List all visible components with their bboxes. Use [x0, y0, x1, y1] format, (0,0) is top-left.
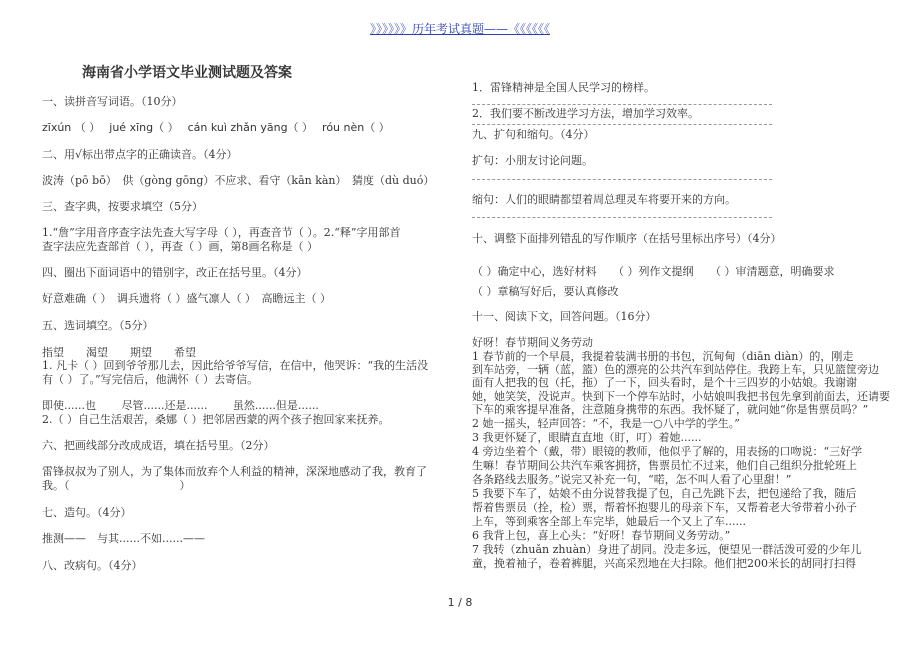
answer-rule [472, 104, 772, 105]
reading-line: 4 旁边坐着个（戴，带）眼镜的教师，他似乎了解的，用表扬的口吻说：“三好学 [472, 445, 863, 458]
reading-line: 到车站旁，一辆（蓝，篮）色的漂亮的公共汽车到站停住。我跨上车，只见篮筐旁边 [472, 363, 879, 376]
answer-rule [472, 217, 772, 218]
reading-line: 2 她一摇头，轻声回答：“不，我是一○八中学的学生。” [472, 417, 740, 430]
page-number: 1 / 8 [447, 596, 473, 609]
reading-line: 3 我更怀疑了，眼睛直直地（盯，叮）着她...... [472, 431, 702, 444]
reading-line: 她，她笑笑，没说声。快到下一个停车站时，小姑娘叫我把书包先拿到前面去，还请要 [472, 390, 890, 403]
reading-line: 下车的乘客提早准备，注意随身携带的东西。我怀疑了，就问她“你是售票员吗？” [472, 403, 869, 416]
typo-line: 好意难确（ ） 调兵遗将（ ）盛气凛人（ ） 高瞻远主（ ） [42, 292, 331, 305]
reading-line: 7 我转（zhuǎn zhuàn）身进了胡同。没走多远，便望见一群活泼可爱的少年儿 [472, 543, 862, 556]
reading-line: 童，挽着袖子，卷着裤腿，兴高采烈地在大扫除。他们把200米长的胡同打扫得 [472, 557, 856, 570]
word-choices: 指望 渴望 期望 希望 [42, 346, 196, 359]
reading-line: 面有人把我的包（托，拖）了一下，回头看时，是个十三四岁的小姑娘。我谢谢 [472, 376, 857, 389]
order-line-2: （ ）章稿写好后，要认真修改 [472, 285, 619, 298]
fill-line-3: 2.（ ）自己生活艰苦，桑娜（ ）把邻居西蒙的两个孩子抱回家来抚养。 [42, 413, 390, 426]
section-9-heading: 九、扩句和缩句。（4分） [472, 128, 595, 141]
idiom-line-2: 我。（ ） [42, 479, 191, 492]
expand-sentence: 扩句：小朋友讨论问题。 [472, 154, 593, 167]
pronunciation-line: 波涛（pō bō） 供（gòng gōng）不应求、看守（kān kàn） 猜度（dù duó） [42, 174, 435, 187]
section-5-heading: 五、选词填空。（5分） [42, 319, 154, 332]
section-10-heading: 十、调整下面排列错乱的写作顺序（在括号里标出序号）（4分） [472, 232, 782, 245]
sentence-making-line: 推测—— 与其......不如......—— [42, 532, 205, 545]
reading-title: 好呀！春节期间义务劳动 [472, 336, 593, 349]
section-3-heading: 三、查字典，按要求填空（5分） [42, 200, 203, 213]
section-6-heading: 六、把画线部分改成成语，填在括号里。（2分） [42, 439, 275, 452]
section-1-heading: 一、读拼音写词语。（10分） [42, 95, 183, 108]
conjunction-choices: 即使......也 尽管......还是...... 虽然......但是...... [42, 399, 319, 412]
dictionary-line-1: 1.“詹”字用音序查字法先查大写字母（ ），再查音节（ ）。2.“释”字用部首 [42, 226, 401, 239]
sick-sentence-1: 1．雷锋精神是全国人民学习的榜样。 [472, 81, 655, 94]
section-7-heading: 七、造句。（4分） [42, 506, 132, 519]
order-line-1: （ ）确定中心，选好材料 （ ）列作文提纲 （ ）审清题意，明确要求 [472, 265, 835, 278]
pinyin-line: zīxún （ ） jué xīng（ ） cán kuì zhǎn yāng（ ） róu nèn（ ） [42, 121, 390, 134]
reading-line: 6 我背上包，喜上心头：“好呀！春节期间义务劳动。” [472, 529, 731, 542]
reading-line: 上车，等到乘客全部上车完毕，她最后一个又上了车...... [472, 515, 746, 528]
answer-rule [472, 179, 772, 180]
reading-line: 5 我要下车了，姑娘不由分说替我提了包，自己先跳下去，把包递给了我，随后 [472, 487, 857, 500]
section-2-heading: 二、用√标出带点字的正确读音。（4分） [42, 148, 238, 161]
reading-line: 1 春节前的一个早晨，我提着装满书册的书包，沉甸甸（diān diàn）的，刚走 [472, 350, 854, 363]
section-4-heading: 四、圈出下面词语中的错别字，改正在括号里。（4分） [42, 266, 308, 279]
shorten-sentence: 缩句：人们的眼睛都望着周总理灵车将要开来的方向。 [472, 193, 736, 206]
section-11-heading: 十一、阅读下文，回答问题。（16分） [472, 310, 657, 323]
idiom-line-1: 雷锋叔叔为了别人，为了集体而放弃个人利益的精神，深深地感动了我，教育了 [42, 465, 427, 478]
page-header: 》》》》》》历年考试真题——《《《《《《 [369, 22, 550, 36]
answer-rule [472, 124, 772, 125]
section-8-heading: 八、改病句。（4分） [42, 559, 143, 572]
dictionary-line-2: 查字法应先查部首（ ），再查（ ）画，第8画名称是（ ） [42, 240, 318, 253]
fill-line-1: 1. 凡卡（ ）回到爷爷那儿去，因此给爷爷写信，在信中，他哭诉：“我的生活没 [42, 359, 429, 372]
document-title: 海南省小学语文毕业测试题及答案 [82, 65, 292, 81]
fill-line-2: 有（ ）了。”写完信后，他满怀（ ）去寄信。 [42, 373, 259, 386]
reading-line: 各条路线去服务。”说完又补充一句，“喏，怎不叫人看了心里甜！” [472, 473, 792, 486]
reading-line: 帮着售票员（拴，检）票，帮着怀抱婴儿的母亲下车，又帮着老大爷带着小孙子 [472, 501, 857, 514]
sick-sentence-2: 2．我们要不断改进学习方法，增加学习效率。 [472, 107, 699, 120]
reading-line: 生嘛！春节期间公共汽车乘客拥挤，售票员忙不过来，他们自己组织分批轮班上 [472, 459, 857, 472]
